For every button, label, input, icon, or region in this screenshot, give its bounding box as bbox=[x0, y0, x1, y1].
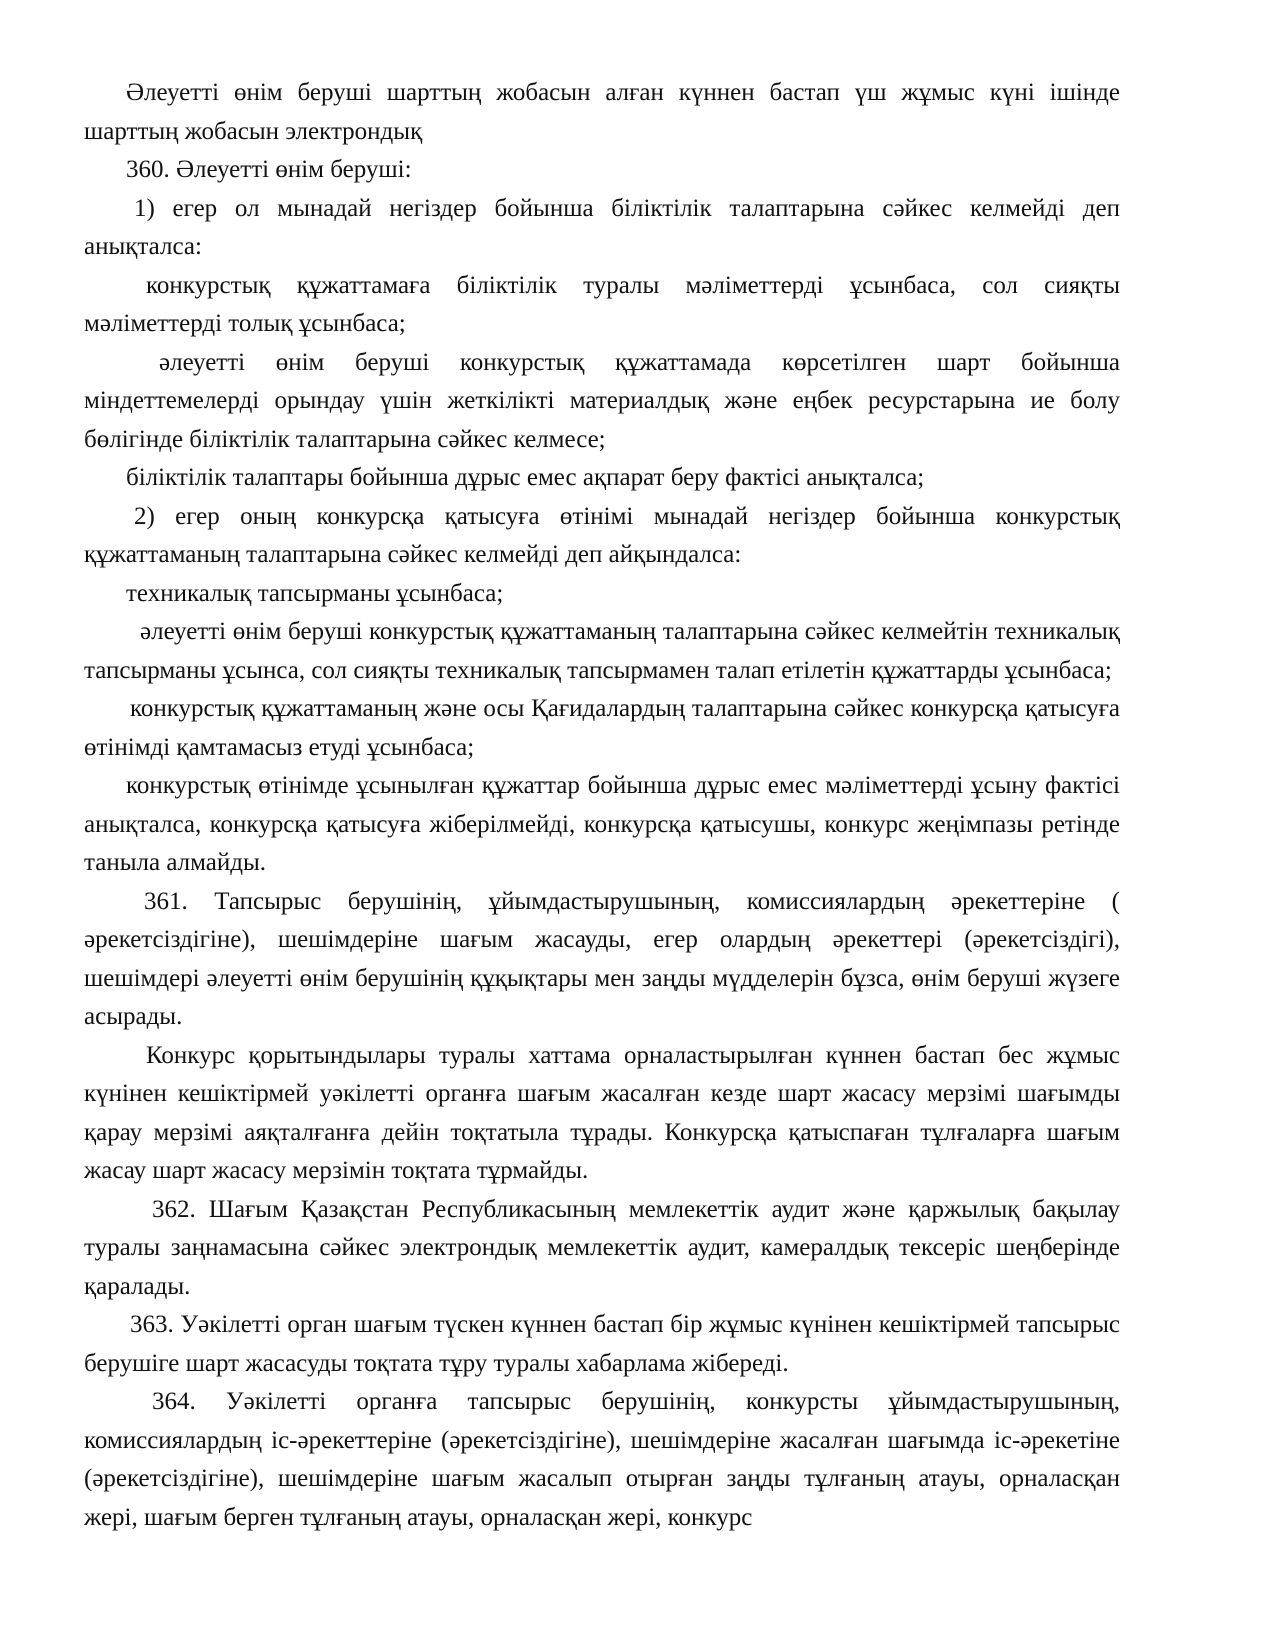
paragraph-361: 361. Тапсырыс берушінің, ұйымдастырушының, комиссиялардың әрекеттеріне ( әрекетсіздігіне), шешімдеріне шағым жасауды, егер олардың әрекеттері (әрекетсіздігі), шешімдері әлеуетті өнім берушінің құқықтары мен заңды мүдделерін бұзса, өнім беруші жүзеге асырады. bbox=[84, 887, 1120, 1030]
paragraph-364: 364. Уәкілетті органға тапсырыс берушінің, конкурсты ұйымдастырушының, комиссиялардың іс-әрекеттеріне (әрекетсіздігіне), шешімдеріне жасалған шағымда іс-әрекетіне (әрекетсіздігіне), шешімдеріне шағым жасалып отырған заңды тұлғаның атауы, орналасқан жері, шағым берген тұлғаның атауы, орналасқан жері, конкурс bbox=[84, 1388, 1120, 1531]
paragraph-362: 362. Шағым Қазақстан Республикасының мемлекеттік аудит және қаржылық бақылау туралы заңнамасына сәйкес электрондық мемлекеттік аудит, камералдық тексеріс шеңберінде қаралады. bbox=[84, 1195, 1120, 1300]
paragraph-363: 363. Уәкілетті орган шағым түскен күннен бастап бір жұмыс күнінен кешіктірмей тапсырыс берушіге шарт жасасуды тоқтата тұру туралы хабарлама жібереді. bbox=[84, 1311, 1120, 1377]
paragraph-360-resources: әлеуетті өнім беруші конкурстық құжаттамада көрсетілген шарт бойынша міндеттемелерді орындау үшін жеткілікті материалдық және еңбек ресурстарына ие болу бөлігінде біліктілік талаптарына сәйкес келмесе; bbox=[84, 348, 1120, 453]
paragraph-360-no-spec: техникалық тапсырманы ұсынбаса; bbox=[126, 579, 504, 607]
paragraph-360-item-2: 2) егер оның конкурсқа қатысуға өтінімі мынадай негіздер бойынша конкурстық құжаттаманың талаптарына сәйкес келмейді деп айқындалса: bbox=[84, 502, 1120, 568]
paragraph-360-not-admitted: конкурстық өтінімде ұсынылған құжаттар бойынша дұрыс емес мәліметтерді ұсыну фактісі анықталса, конкурсқа қатысуға жіберілмейді, конкурсқа қатысушы, конкурс жеңімпазы ретінде таныла алмайды. bbox=[84, 772, 1120, 876]
paragraph-360-no-security: конкурстық құжаттаманың және осы Қағидалардың талаптарына сәйкес конкурсқа қатысуға өтінімді қамтамасыз етуді ұсынбаса; bbox=[84, 695, 1120, 761]
paragraph-360-heading: 360. Әлеуетті өнім беруші: bbox=[126, 156, 412, 183]
paragraph-360-nonconforming-spec: әлеуетті өнім беруші конкурстық құжаттаманың талаптарына сәйкес келмейтін техникалық тапсырманы ұсынса, сол сияқты техникалық тапсырмамен талап етілетін құжаттарды ұсынбаса; bbox=[84, 618, 1120, 684]
paragraph-360-item-1: 1) егер ол мынадай негіздер бойынша біліктілік талаптарына сәйкес келмейді деп анықталса: bbox=[84, 194, 1120, 260]
paragraph-draft-contract: Әлеуетті өнім беруші шарттың жобасын алған күннен бастап үш жұмыс күні ішінде шарттың жобасын электрондық bbox=[84, 79, 1120, 145]
paragraph-361-suspension: Конкурс қорытындылары туралы хаттама орналастырылған күннен бастап бес жұмыс күнінен кешіктірмей уәкілетті органға шағым жасалған кезде шарт жасасу мерзімі шағымды қарау мерзімі аяқталғанға дейін тоқтатыла тұрады. Конкурсқа қатыспаған тұлғаларға шағым жасау шарт жасасу мерзімін тоқтата тұрмайды. bbox=[84, 1041, 1120, 1184]
paragraph-360-false-info: біліктілік талаптары бойынша дұрыс емес ақпарат беру фактісі анықталса; bbox=[126, 464, 925, 491]
paragraph-360-qualification-info: конкурстық құжаттамаға біліктілік туралы мәліметтерді ұсынбаса, сол сияқты мәліметтерді толық ұсынбаса; bbox=[84, 271, 1120, 337]
document-page bbox=[84, 74, 1120, 1537]
